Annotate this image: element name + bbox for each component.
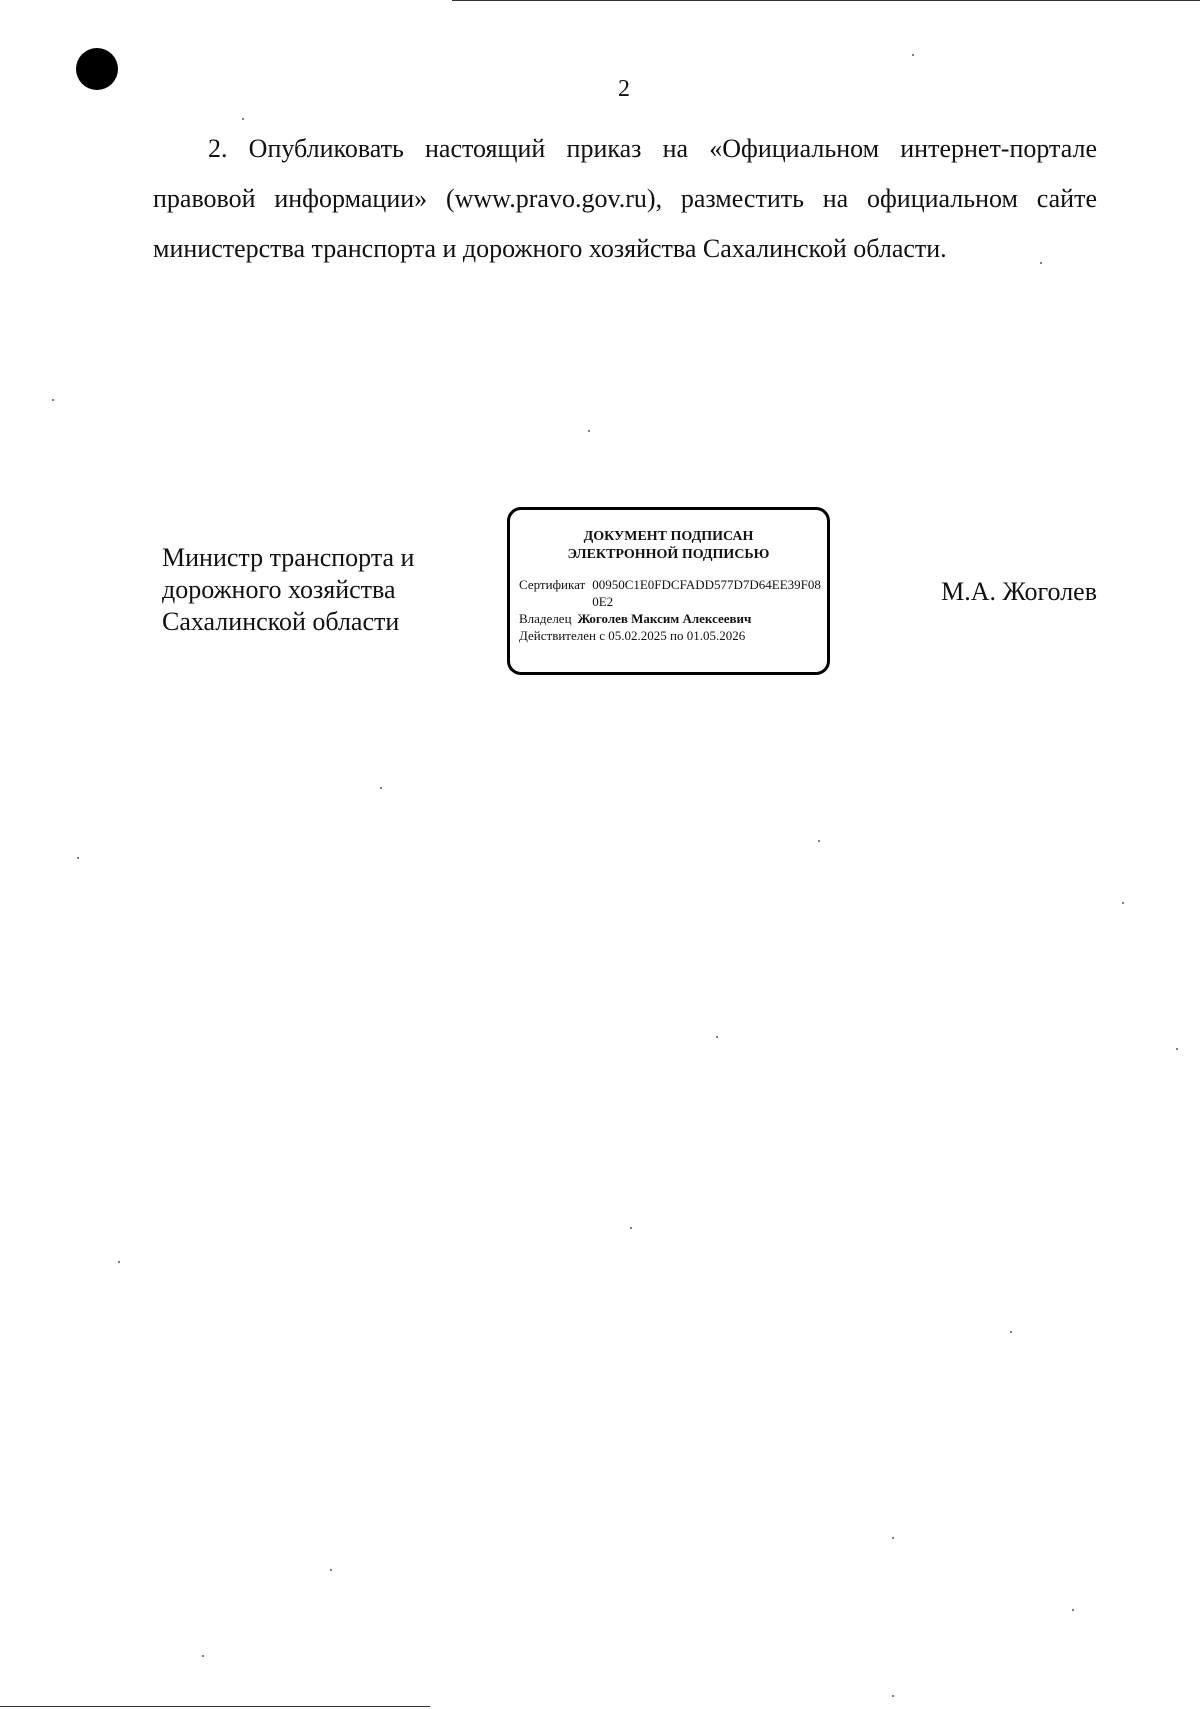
- body-paragraph: 2. Опубликовать настоящий приказ на «Официальном интернет-портале правовой информации» (www.pravo.gov.ru), разместить на официальном сайте министерства транспорта и дорожного хозяйства Сахалинской области.: [153, 134, 1097, 263]
- owner-value: Жоголев Максим Алексеевич: [577, 611, 752, 626]
- scan-speck: [77, 857, 79, 859]
- scan-speck: [716, 1036, 718, 1038]
- stamp-validity: Действителен с 05.02.2025 по 01.05.2026: [519, 628, 746, 643]
- certificate-label: Сертификат: [519, 577, 586, 592]
- stamp-title: ДОКУМЕНТ ПОДПИСАН ЭЛЕКТРОННОЙ ПОДПИСЬЮ: [567, 529, 770, 562]
- certificate-value: 00950C1E0FDCFADD577D7D64EE39F080E2: [592, 577, 821, 609]
- scan-speck: [588, 430, 590, 432]
- electronic-signature-stamp: [507, 507, 830, 675]
- scan-speck: [1176, 1048, 1178, 1050]
- scan-speck: [1040, 262, 1042, 264]
- scan-speck: [892, 1537, 894, 1539]
- scan-speck: [1010, 1331, 1012, 1333]
- scan-speck: [118, 1261, 120, 1263]
- scan-edge-bottom: [0, 1706, 430, 1707]
- page-number: 2: [618, 76, 630, 102]
- scan-speck: [242, 118, 244, 120]
- scan-edge-top: [452, 0, 1200, 1]
- owner-label: Владелец: [519, 611, 572, 626]
- scan-speck: [912, 54, 914, 56]
- scan-speck: [380, 787, 382, 789]
- scan-speck: [818, 840, 820, 842]
- scan-speck: [52, 399, 54, 401]
- scan-speck: [892, 1695, 894, 1697]
- scan-speck: [330, 1569, 332, 1571]
- scan-speck: [202, 1655, 204, 1657]
- signer-name: М.А. Жоголев: [941, 577, 1097, 606]
- stamp-certificate-row: [519, 576, 827, 610]
- stamp-details: [519, 576, 827, 644]
- stamp-owner-row: [519, 610, 827, 627]
- signer-title: [162, 542, 414, 638]
- signer-title-line: дорожного хозяйства: [162, 575, 396, 604]
- scan-speck: [630, 1227, 632, 1229]
- scan-speck: [1072, 1609, 1074, 1611]
- signer-title-line: Сахалинской области: [162, 607, 400, 636]
- scan-speck: [1122, 902, 1124, 904]
- signer-title-line: Министр транспорта и: [162, 543, 415, 572]
